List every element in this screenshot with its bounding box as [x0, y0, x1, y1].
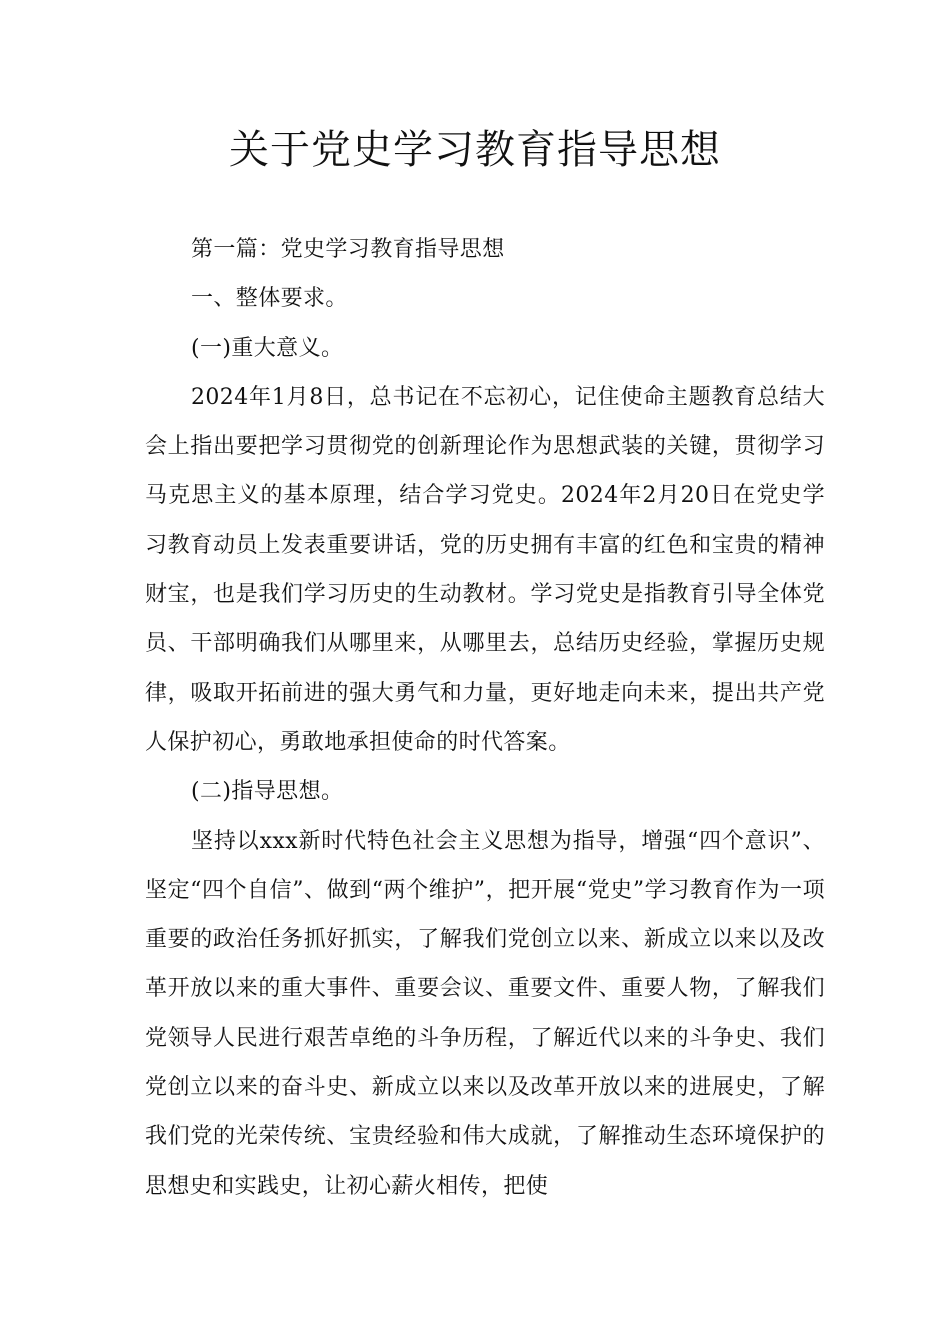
- part-heading: 一、整体要求。: [191, 286, 348, 312]
- body-paragraph: 2024年1月8日，总书记在不忘初心，记住使命主题教育总结大会上指出要把学习贯彻党的创新理论作为思想武装的关键，贯彻学习马克思主义的基本原理，结合学习党史。2024年2月20日在党史学习教育动员上发表重要讲话，党的历史拥有丰富的红色和宝贵的精神财宝，也是我们学习历史的生动教材。学习党史是指教育引导全体党员、干部明确我们从哪里来，从哪里去，总结历史经验，掌握历史规律，吸取开拓前进的强大勇气和力量，更好地走向未来，提出共产党人保护初心，勇敢地承担使命的时代答案。: [145, 384, 825, 755]
- subsection-heading: (一)重大意义。: [191, 335, 344, 361]
- document-body: [145, 225, 825, 1211]
- subsection-heading: (二)指导思想。: [191, 779, 344, 805]
- document-title: 关于党史学习教育指导思想: [229, 127, 721, 173]
- body-paragraph: 坚持以xxx新时代特色社会主义思想为指导，增强“四个意识”、坚定“四个自信”、做到“两个维护”，把开展“党史”学习教育作为一项重要的政治任务抓好抓实，了解我们党创立以来、新成立以来以及改革开放以来的重大事件、重要会议、重要文件、重要人物，了解我们党领导人民进行艰苦卓绝的斗争历程，了解近代以来的斗争史、我们党创立以来的奋斗史、新成立以来以及改革开放以来的进展史，了解我们党的光荣传统、宝贵经验和伟大成就，了解推动生态环境保护的思想史和实践史，让初心薪火相传，把使: [145, 828, 825, 1199]
- section-heading: 第一篇：党史学习教育指导思想: [191, 237, 505, 262]
